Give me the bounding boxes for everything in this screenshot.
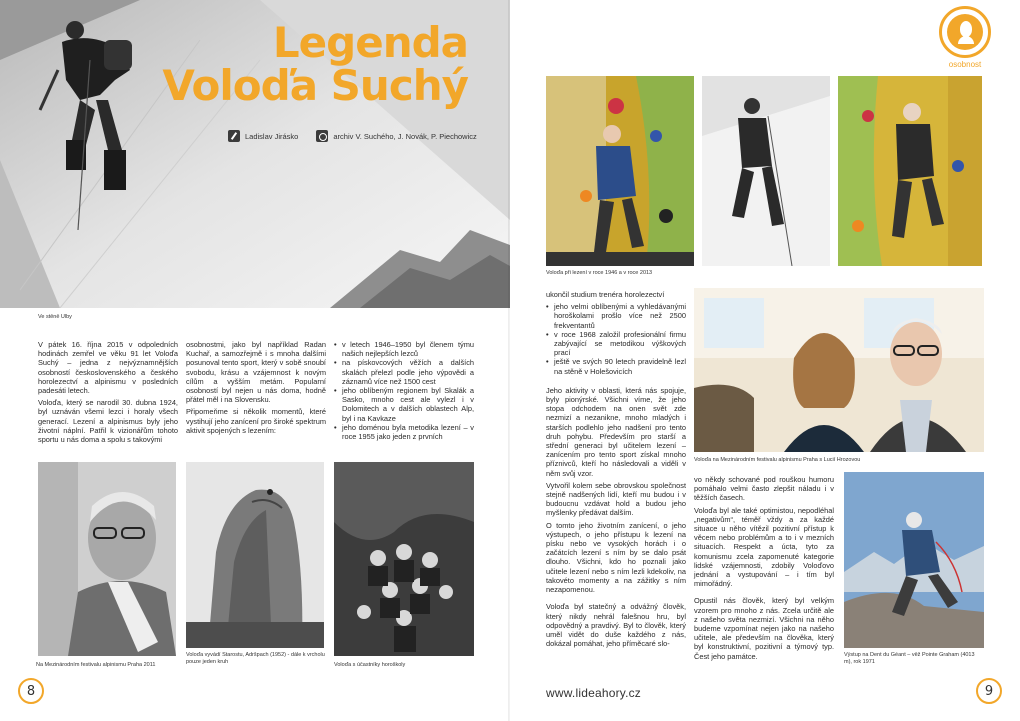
list-item: • v letech 1946–1950 byl členem týmu našich nejlepších lezců [334, 340, 474, 358]
climbing-wall-photo-3 [838, 76, 982, 266]
title-line-1: Legenda [272, 18, 468, 67]
starosta-rock-photo [186, 462, 324, 648]
climbing-wall-caption: Voloďa při lezení v roce 1946 a v roce 2013 [546, 270, 653, 276]
paragraph: ukončil studium trenéra horolezectví [546, 290, 665, 299]
paragraph: Připomeňme si několik momentů, které vystihují jeho zanícení pro široké spektrum aktivit spojených s lezením: [186, 407, 326, 435]
list-item: • ještě ve svých 90 letech pravidelně lezl na stěně v Holešovicích [546, 357, 686, 375]
group-photo [334, 462, 474, 656]
list-item: • jeho oblíbeným regionem byl Skalák a Sasko, mnoho cest ale vylezl i v Dolomitech a v dalších oblastech Alp, byl i na Kavkaze [334, 386, 474, 423]
paragraph: Vytvořil kolem sebe obrovskou společnost stejně nadšených lidí, kteří mu budou i v budoucnu vzdávat hold a budou jeho myšlenky předávat dalším. [546, 480, 686, 518]
paragraph: Jeho aktivity v oblasti, která nás spojuje, byly pionýrské. Všichni víme, že jeho stopa odchodem na onen svět zde nezmizí a nezanikne, mnoho mladých i starších podlehlo jeho nadšení pro tento druh pohybu. Především pro starší a střední generaci byl učitelem lezení – zanícením pro tento sport získal mnoho příznivců, kteří ho následovali a viděli v něm svůj vzor. [546, 385, 686, 478]
portrait-photo [38, 462, 176, 656]
dent-du-geant-photo [844, 472, 984, 648]
text-column-5 [694, 475, 834, 664]
bullet-list [546, 302, 686, 376]
paragraph: Voloďa byl statečný a odvážný člověk, který nikdy nehrál falešnou hru, byl odpovědný a pravdivý. Byl to člověk, který uměl vidět do duše každého z nás, dokázal pomáhat, jeho příměcaré slo- [546, 602, 686, 649]
list-item: • jeho velmi oblíbenými a vyhledávanými horoškolami prošlo více než 2500 frekventantů [546, 302, 686, 330]
starosta-caption: Voloďa vyvádí Starostu, Adršpach (1952) - dále k vrcholu pouze jeden kruh [186, 652, 325, 665]
group-caption: Voloďa s účastníky horoškoly [334, 662, 406, 668]
bullet-list [334, 340, 474, 441]
hero-photo [0, 0, 510, 308]
climbing-wall-photo-2 [702, 76, 830, 266]
dent-du-geant-caption: Výstup na Dent du Géant – věž Pointe Graham (4013 m), rok 1971 [844, 652, 975, 665]
camera-icon [316, 130, 328, 142]
paragraph: osobnostmi, jako byl například Radan Kuchař, a samozřejmě i s mnoha dalšími posunoval tento sport, který v sobě snoubí svobodu, krásu a vzájemnost k novým cílům a vyšším metám. Popularní osobností byl nejen u nás doma, hodně přátel měl i na Slovensku. [186, 340, 326, 405]
paragraph: O tomto jeho životním zanícení, o jeho výstupech, o jeho přístupu k lezení na písku nebo ve vysokých horách i o začátcích lezení s ním by se dalo psát dlouho. Všichni, kdo ho poznali jako učitele lezení nebo s ním lezli kdekoliv, na takovéto momenty a na zážitky s ním nezapomenou. [546, 520, 686, 595]
list-item: • na pískovcových věžích a dalších skalách přelezl podle jeho výpovědi a záznamů více než 1500 cest [334, 358, 474, 386]
list-item: • jeho doménou byla metodika lezení – v roce 1955 jako jeden z prvních [334, 423, 474, 441]
festival-photo [694, 288, 984, 452]
paragraph: V pátek 16. října 2015 v odpoledních hodinách zemřel ve věku 91 let Voloďa Suchý – jedna z nejvýznamnějších osobností československého a českého horolezectví a alpinismu v posledních padesáti letech. [38, 340, 178, 396]
text-column-2 [186, 340, 326, 438]
festival-caption: Voloďa na Mezinárodním festivalu alpinismu Praha s Lucií Hrozovou [694, 457, 861, 463]
text-column-1 [38, 340, 178, 447]
paragraph: vo někdy schované pod rouškou humoru pomáhalo velmi často zlepšit náladu i v těžších časech. [694, 475, 834, 503]
byline [228, 130, 477, 142]
website-url[interactable]: www.lideahory.cz [546, 686, 642, 700]
list-item: • v roce 1968 založil profesionální firmu zabývající se metodikou výškových prací [546, 330, 686, 358]
photo-credits: archiv V. Suchého, J. Novák, P. Piechowicz [333, 131, 477, 141]
hero-caption: Ve stěně Ulby [38, 314, 72, 320]
text-column-3 [334, 340, 474, 441]
title-line-2: Voloďa Suchý [162, 60, 468, 110]
paragraph: Voloďa byl ale také optimistou, nepodléhal „negativům“, téměř vždy a za každé situace u něho vítězil pozitivní přístup k věcem nebo problémům a to i v mezních situacích. Respekt a úcta, tyto za komunismu zcela zapomenuté kategorie lidské vzájemnosti, zdobily Voloďovo jednání a vystupování – i tím byl mimořádný. [694, 505, 834, 589]
climbing-wall-photo-1 [546, 76, 694, 266]
text-column-4 [546, 290, 686, 651]
section-label: osobnost [948, 60, 982, 69]
paragraph: Voloďa, který se narodil 30. dubna 1924, byl uznáván všemi lezci i horaly všech generací. Lezení a alpinismus byly jeho životní náplní. Patřil k vizionářům tohoto sportu u nás doma a spolu s takovými [38, 398, 178, 445]
article-title [162, 18, 468, 110]
page-number-right: 9 [976, 678, 1002, 704]
page-number-left: 8 [18, 678, 44, 704]
paragraph: Opustil nás člověk, který byl velkým vzorem pro mnoho z nás. Zcela určitě ale z našeho světa nezmizí. Všichni na něho budeme vzpomínat nejen jako na našeho učitele, ale především na člověka, který byl konstruktivní, pozitivní a týmový typ. Čest jeho památce. [694, 596, 834, 661]
author-name: Ladislav Jirásko [245, 131, 299, 141]
pen-icon [228, 130, 240, 142]
person-silhouette-icon [960, 21, 972, 37]
section-badge [939, 6, 991, 58]
portrait-caption: Na Mezinárodním festivalu alpinismu Praha 2011 [36, 662, 156, 668]
